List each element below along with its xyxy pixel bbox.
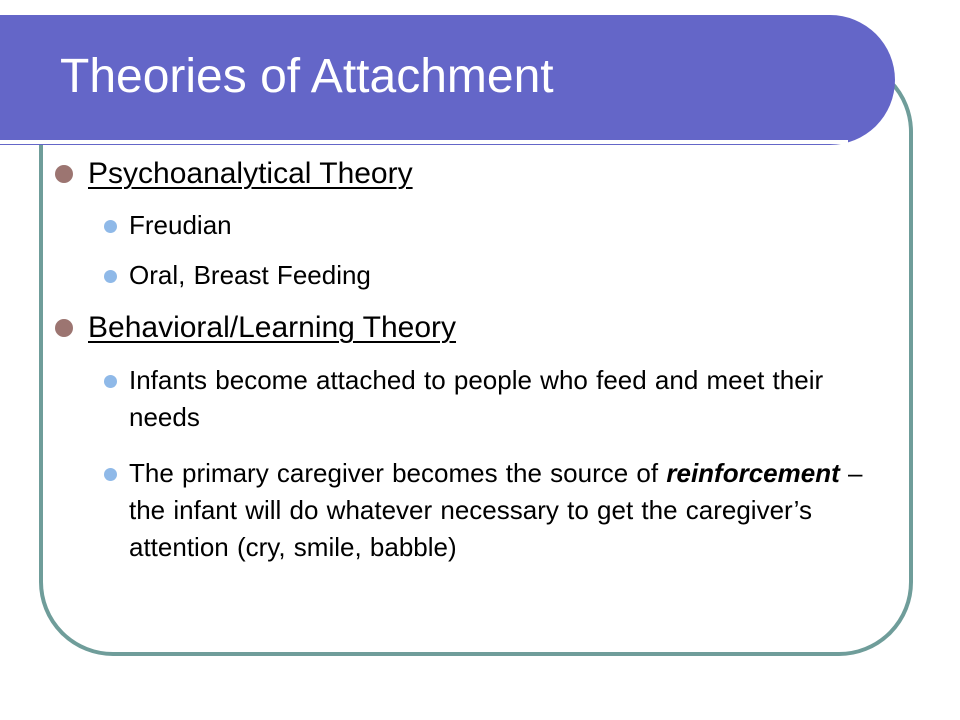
sub-bullet-infants-attached [104, 362, 864, 436]
bullet-dot-icon [55, 165, 73, 183]
sub-bullet-dot-icon [104, 375, 117, 388]
sub-bullet-primary-caregiver [104, 455, 864, 566]
bullet-heading: Psychoanalytical Theory [88, 157, 413, 190]
sub-bullet-text: Oral, Breast Feeding [129, 260, 371, 290]
sub-bullet-text-before: The primary caregiver becomes the source of [129, 458, 659, 488]
sub-bullet-dot-icon [104, 270, 117, 283]
sub-bullet-text [129, 455, 864, 566]
sub-bullet-dot-icon [104, 220, 117, 233]
sub-bullet-dot-icon [104, 468, 117, 481]
sub-bullet-text: Infants become attached to people who feed and meet their needs [129, 365, 824, 432]
sub-bullet-text: Freudian [129, 210, 232, 240]
emphasis-reinforcement: reinforcement [666, 458, 840, 488]
bullet-dot-icon [55, 319, 73, 337]
slide-title: Theories of Attachment [60, 50, 554, 103]
sub-bullet-freudian [104, 207, 864, 244]
bullet-heading: Behavioral/Learning Theory [88, 311, 457, 344]
sub-bullet-oral-breast-feeding [104, 257, 864, 294]
sub-bullet-text-after: – the infant will do whatever necessary to get the caregiver’s attention (cry, smile, babble) [129, 458, 863, 562]
